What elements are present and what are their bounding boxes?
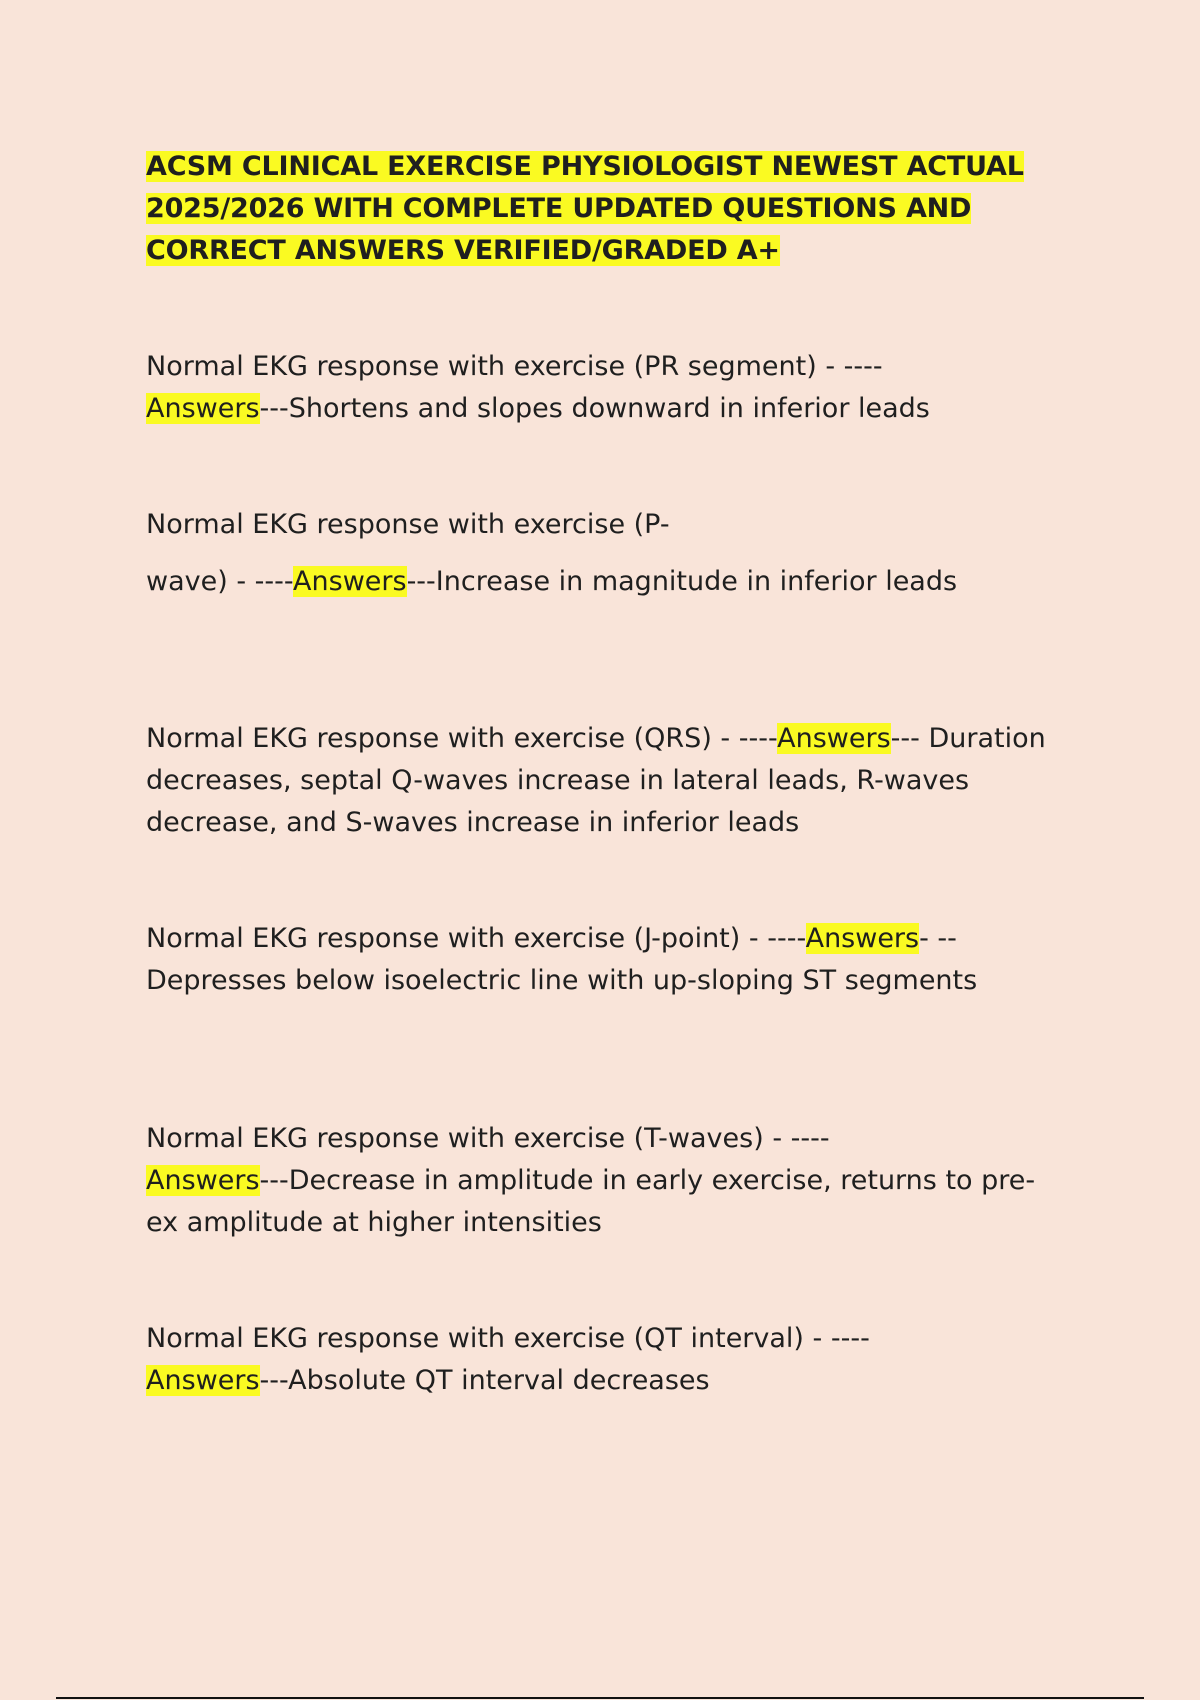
answers-keyword: Answers [777, 723, 891, 754]
answers-keyword: Answers [146, 393, 260, 424]
qa-item-qrs [146, 718, 1066, 844]
answer-text: ---Increase in magnitude in inferior leads [406, 566, 958, 597]
question-text: Normal EKG response with exercise (PR segment) - ---- [146, 351, 883, 382]
answer-text: ---Decrease in amplitude in early exercise, returns to pre-ex amplitude at higher intensities [146, 1165, 1036, 1238]
answer-text: - --Depresses below isoelectric line with up-sloping ST segments [146, 923, 978, 996]
qa-item-t-waves [146, 1118, 1066, 1244]
title-line-1: ACSM CLINICAL EXERCISE PHYSIOLOGIST NEWEST ACTUAL [146, 151, 1024, 182]
title-line-2: 2025/2026 WITH COMPLETE UPDATED QUESTIONS AND [146, 193, 972, 224]
answers-keyword: Answers [146, 1165, 260, 1196]
qa-item-p-wave-answer [146, 561, 1006, 603]
qa-item-qt-interval [146, 1318, 1066, 1402]
question-text-line-2: wave) - ---- [146, 566, 294, 597]
question-text: Normal EKG response with exercise (QRS) - ---- [146, 723, 778, 754]
answer-text: ---Shortens and slopes downward in inferior leads [259, 393, 930, 424]
question-text-line-1: Normal EKG response with exercise (P- [146, 509, 670, 540]
footer-divider [56, 1697, 1144, 1699]
answer-text: --- Duration decreases, septal Q-waves increase in lateral leads, R-waves decrease, and S-waves increase in inferior leads [146, 723, 1046, 838]
question-text: Normal EKG response with exercise (T-waves) - ---- [146, 1123, 830, 1154]
document-title [146, 146, 1046, 272]
question-text: Normal EKG response with exercise (J-point) - ---- [146, 923, 806, 954]
qa-item-j-point [146, 918, 1066, 1002]
qa-item-pr-segment [146, 346, 1066, 430]
title-line-3: CORRECT ANSWERS VERIFIED/GRADED A+ [146, 235, 780, 266]
question-text: Normal EKG response with exercise (QT interval) - ---- [146, 1323, 870, 1354]
qa-item-p-wave [146, 504, 1066, 546]
answers-keyword: Answers [805, 923, 920, 954]
answer-text: ---Absolute QT interval decreases [259, 1365, 710, 1396]
answers-keyword: Answers [293, 566, 407, 597]
answers-keyword: Answers [146, 1365, 260, 1396]
